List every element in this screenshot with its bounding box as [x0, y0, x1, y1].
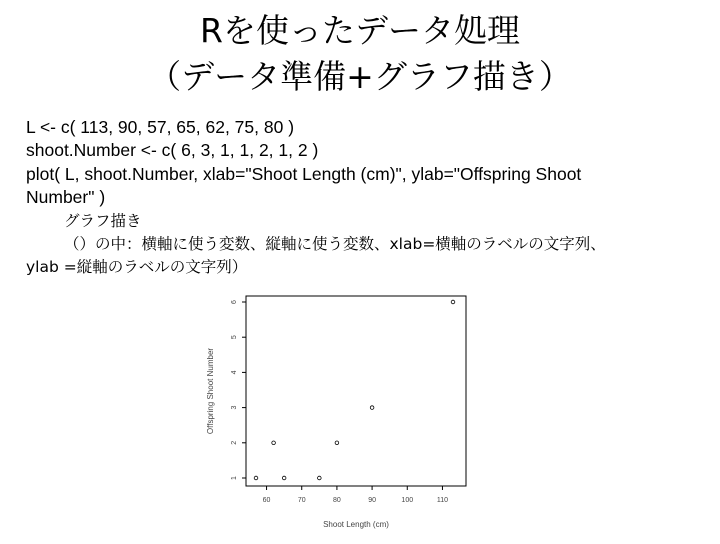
x-axis-label: Shoot Length (cm): [323, 520, 389, 529]
x-tick-label: 60: [262, 497, 271, 504]
code-line-1: L <- c( 113, 90, 57, 65, 62, 75, 80 ): [26, 117, 295, 137]
data-point: [370, 406, 374, 410]
y-tick-label: 6: [231, 300, 238, 304]
data-point: [318, 476, 322, 480]
code-line-2: shoot.Number <- c( 6, 3, 1, 1, 2, 1, 2 ): [26, 140, 319, 161]
data-point: [272, 441, 276, 445]
y-tick-label: 2: [231, 440, 238, 445]
y-tick-label: 3: [231, 405, 238, 410]
x-tick-label: 90: [368, 497, 376, 504]
data-point: [335, 441, 339, 445]
slide-title: [0, 8, 720, 100]
note-line-2: （）の中：横軸に使う変数、縦軸に使う変数、xlab=横軸のラベルの文字列、: [64, 235, 606, 254]
slide-body: [26, 116, 706, 280]
x-axis: [263, 486, 448, 504]
y-axis-label: Offspring Shoot Number: [206, 347, 215, 435]
scatter-plot: [196, 286, 496, 540]
x-tick-label: 110: [436, 497, 449, 504]
plot-svg: [196, 286, 496, 540]
note-line-1: グラフ描き: [64, 211, 142, 230]
data-point: [451, 300, 455, 304]
data-point: [254, 476, 258, 480]
title-line-2: （データ準備+グラフ描き）: [148, 57, 572, 96]
data-points: [254, 300, 455, 480]
y-tick-label: 1: [231, 476, 238, 480]
code-line-3: plot( L, shoot.Number, xlab="Shoot Length (cm)", ylab="Offspring Shoot: [26, 163, 582, 184]
y-tick-label: 4: [231, 370, 238, 375]
y-tick-label: 5: [231, 335, 238, 340]
note-line-3: ylab =縦軸のラベルの文字列）: [26, 258, 248, 277]
data-point: [282, 476, 286, 480]
x-tick-label: 70: [297, 497, 306, 504]
x-tick-label: 80: [333, 497, 341, 504]
y-axis: [231, 300, 246, 480]
code-line-4: Number" ): [26, 187, 106, 208]
plot-frame: [246, 296, 466, 486]
x-tick-label: 100: [401, 497, 414, 504]
title-line-1: Rを使ったデータ処理: [200, 11, 520, 50]
